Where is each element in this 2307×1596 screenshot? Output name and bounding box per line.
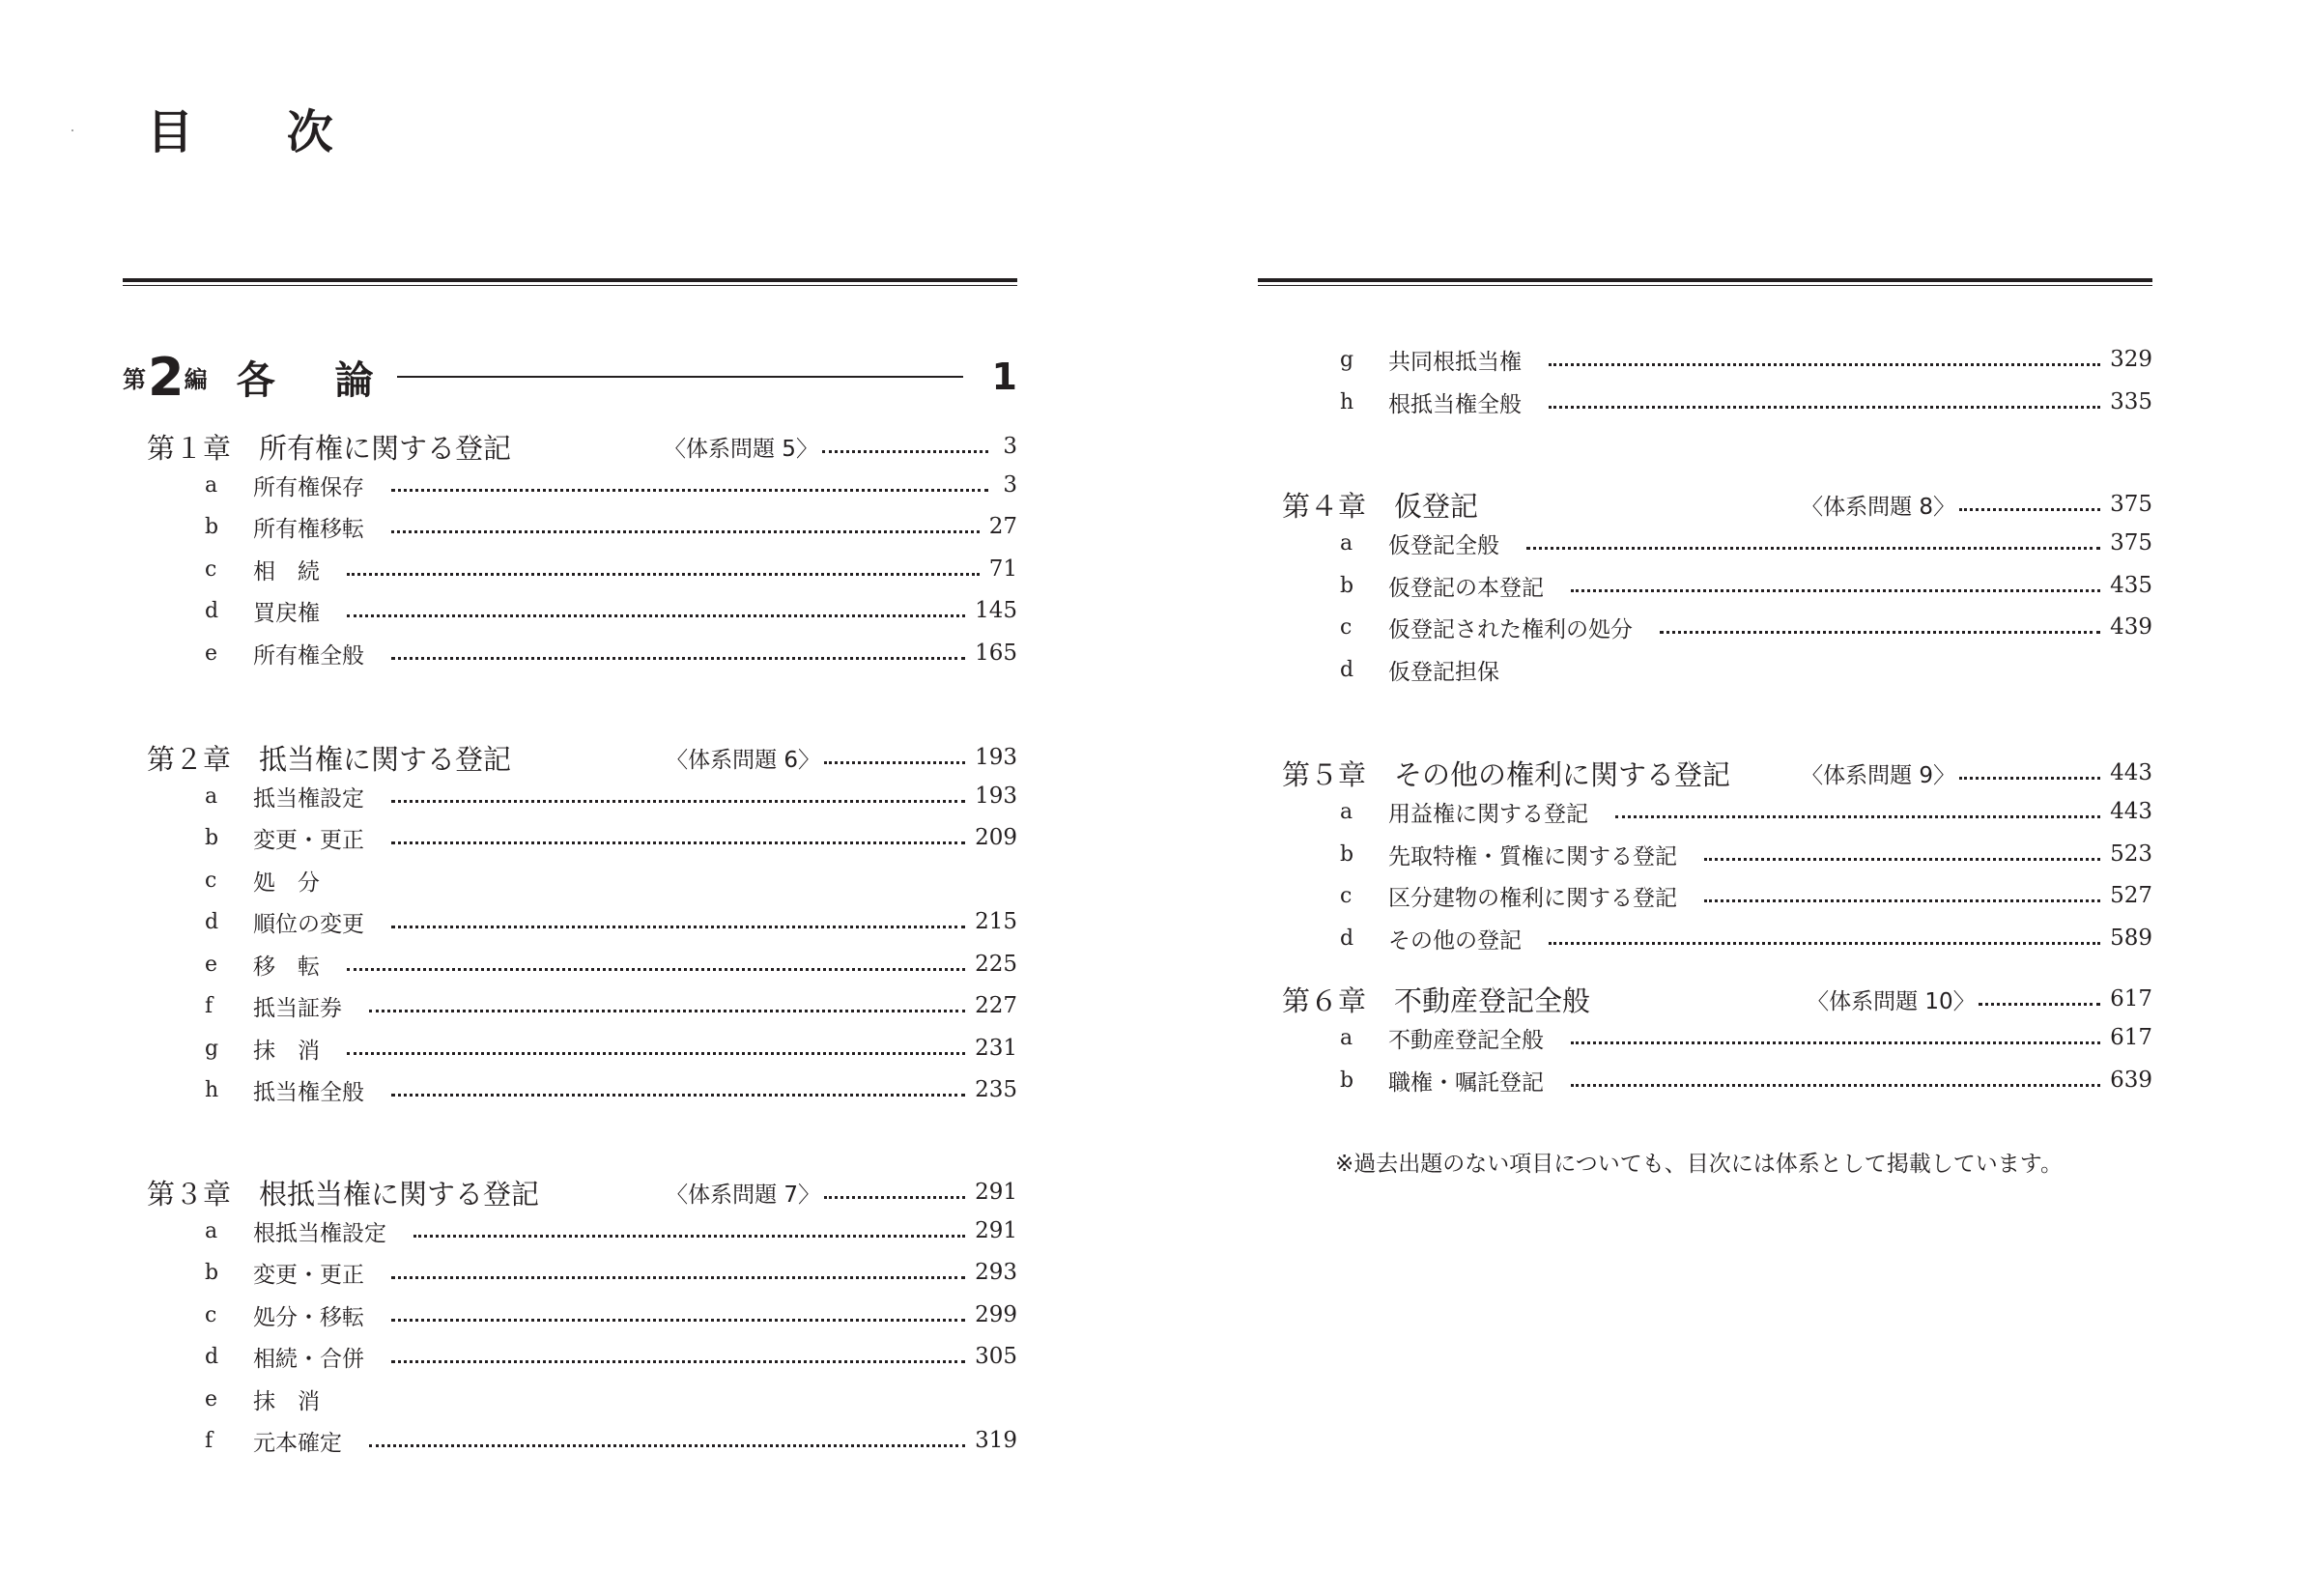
section-letter: f <box>205 1428 214 1453</box>
chapter-page: 375 <box>2110 492 2152 517</box>
section-page: 527 <box>2110 883 2152 908</box>
dot-leader <box>1959 777 2100 780</box>
section-page: 523 <box>2110 841 2152 867</box>
section-letter: a <box>1340 1025 1353 1050</box>
section-letter: g <box>205 1036 219 1061</box>
section-letter: b <box>205 514 219 539</box>
part-title-line <box>397 376 963 378</box>
chapter-1-row[interactable] <box>147 425 1017 468</box>
section-page: 435 <box>2110 573 2152 598</box>
section-letter: e <box>205 641 218 666</box>
section-letter: b <box>1340 841 1354 867</box>
section-letter: b <box>1340 1068 1354 1093</box>
section-letter: c <box>1340 883 1353 908</box>
chapter-page: 291 <box>975 1180 1017 1205</box>
dot-leader <box>1549 406 2100 409</box>
dot-leader <box>822 450 988 453</box>
chapter-title: 第５章 その他の権利に関する登記 <box>1282 757 1731 791</box>
part-title: 各 論 <box>236 357 397 403</box>
section-page: 639 <box>2110 1068 2152 1093</box>
section-row[interactable] <box>205 1423 1017 1458</box>
section-title: 根抵当権設定 <box>253 1220 386 1246</box>
section-letter: h <box>205 1077 219 1102</box>
section-page: 335 <box>2110 389 2152 414</box>
section-title: 順位の変更 <box>253 911 364 937</box>
chapter-3-row[interactable] <box>147 1171 1017 1213</box>
chapter-title: 第２章 抵当権に関する登記 <box>147 742 512 776</box>
section-letter: c <box>205 1302 217 1327</box>
chapter-ref: 〈体系問題 8〉 <box>1801 494 1956 520</box>
dot-leader <box>347 573 980 576</box>
section-title: 仮登記の本登記 <box>1388 575 1544 601</box>
section-letter: a <box>1340 530 1353 556</box>
section-title: 所有権全般 <box>253 642 364 669</box>
section-title: その他の登記 <box>1388 927 1522 954</box>
dot-leader <box>1959 508 2100 511</box>
dot-leader <box>824 1196 965 1199</box>
section-row[interactable] <box>1340 837 2152 871</box>
dot-leader <box>391 657 965 660</box>
dot-leader <box>1704 858 2100 861</box>
top-rule-right <box>1258 278 2152 286</box>
section-letter: d <box>205 909 219 934</box>
section-letter: a <box>1340 799 1353 824</box>
section-letter: a <box>205 784 218 809</box>
section-page: 193 <box>975 784 1017 809</box>
section-title: 抹 消 <box>253 1388 320 1414</box>
section-letter: b <box>205 1260 219 1285</box>
section-row[interactable] <box>1340 385 2152 419</box>
section-page: 145 <box>975 598 1017 623</box>
section-letter: d <box>205 1344 219 1369</box>
dot-leader <box>1979 1003 2100 1006</box>
decorative-dot <box>71 129 73 131</box>
section-page: 443 <box>2110 799 2152 824</box>
section-letter: c <box>1340 614 1353 640</box>
section-page: 375 <box>2110 530 2152 556</box>
chapter-ref: 〈体系問題 10〉 <box>1807 988 1976 1014</box>
section-letter: h <box>1340 389 1354 414</box>
section-row[interactable] <box>205 1031 1017 1066</box>
section-title: 仮登記担保 <box>1388 659 1499 685</box>
section-title: 所有権移転 <box>253 516 364 542</box>
dot-leader <box>391 530 980 533</box>
dot-leader <box>1571 589 2100 592</box>
footnote: ※過去出題のない項目についても、目次には体系として掲載しています。 <box>1335 1152 2063 1177</box>
section-title: 抵当証券 <box>253 995 342 1021</box>
section-row[interactable] <box>1340 652 2152 687</box>
chapter-6-row[interactable] <box>1282 978 2152 1020</box>
section-letter: a <box>205 472 218 498</box>
section-letter: c <box>205 868 217 893</box>
section-row[interactable] <box>205 509 1017 544</box>
section-page: 589 <box>2110 926 2152 951</box>
section-page: 227 <box>975 993 1017 1018</box>
section-title: 用益権に関する登記 <box>1388 801 1588 827</box>
chapter-page: 443 <box>2110 760 2152 785</box>
dot-leader <box>1571 1041 2100 1044</box>
section-page: 439 <box>2110 614 2152 640</box>
part-suffix: 編 <box>184 365 208 393</box>
chapter-ref: 〈体系問題 6〉 <box>666 747 821 773</box>
part-number: 2 <box>148 346 183 408</box>
section-title: 買戻権 <box>253 600 320 626</box>
section-letter: a <box>205 1218 218 1243</box>
section-page: 305 <box>975 1344 1017 1369</box>
section-page: 209 <box>975 825 1017 850</box>
section-title: 職権・嘱託登記 <box>1388 1069 1544 1096</box>
section-letter: d <box>205 598 219 623</box>
dot-leader <box>391 1094 965 1097</box>
dot-leader <box>391 489 988 492</box>
dot-leader <box>391 1319 965 1322</box>
section-page: 291 <box>975 1218 1017 1243</box>
section-row[interactable] <box>205 468 1017 502</box>
section-letter: f <box>205 993 214 1018</box>
section-row[interactable] <box>1340 610 2152 644</box>
section-page: 329 <box>2110 347 2152 372</box>
chapter-2-row[interactable] <box>147 736 1017 779</box>
dot-leader <box>1526 547 2100 550</box>
section-title: 元本確定 <box>253 1430 342 1456</box>
section-row[interactable] <box>205 1213 1017 1248</box>
section-page: 225 <box>975 952 1017 977</box>
section-row[interactable] <box>1340 342 2152 377</box>
section-letter: b <box>1340 573 1354 598</box>
section-page: 71 <box>988 556 1017 582</box>
dot-leader <box>1571 1084 2100 1087</box>
dot-leader <box>347 614 965 617</box>
section-title: 区分建物の権利に関する登記 <box>1388 885 1677 911</box>
page-title: 目 次 <box>147 105 372 159</box>
section-title: 所有権保存 <box>253 474 364 500</box>
dot-leader <box>369 1010 965 1012</box>
section-title: 先取特権・質権に関する登記 <box>1388 843 1677 869</box>
dot-leader <box>369 1444 965 1447</box>
section-row[interactable] <box>205 988 1017 1023</box>
dot-leader <box>1704 899 2100 902</box>
section-row[interactable] <box>1340 878 2152 913</box>
chapter-title: 第６章 不動産登記全般 <box>1282 983 1591 1017</box>
section-row[interactable] <box>1340 526 2152 560</box>
section-row[interactable] <box>205 1072 1017 1107</box>
dot-leader <box>391 1276 965 1279</box>
section-title: 抵当権全般 <box>253 1079 364 1105</box>
section-page: 215 <box>975 909 1017 934</box>
dot-leader <box>1615 815 2100 818</box>
section-row[interactable] <box>205 779 1017 813</box>
section-row[interactable] <box>205 1339 1017 1374</box>
dot-leader <box>1660 631 2100 634</box>
section-letter: c <box>205 556 217 582</box>
part-heading <box>123 348 1017 406</box>
part-page-number: 1 <box>991 356 1017 398</box>
section-letter: e <box>205 1386 218 1411</box>
section-page: 319 <box>975 1428 1017 1453</box>
section-title: 処 分 <box>253 869 320 896</box>
dot-leader <box>391 800 965 803</box>
dot-leader <box>391 1360 965 1363</box>
section-letter: e <box>205 952 218 977</box>
dot-leader <box>347 1052 965 1055</box>
section-row[interactable] <box>205 552 1017 586</box>
section-title: 仮登記された権利の処分 <box>1388 616 1633 642</box>
section-title: 変更・更正 <box>253 827 364 853</box>
section-row[interactable] <box>1340 921 2152 955</box>
dot-leader <box>1549 363 2100 366</box>
section-page: 165 <box>975 641 1017 666</box>
section-title: 処分・移転 <box>253 1304 364 1330</box>
section-row[interactable] <box>205 636 1017 670</box>
section-letter: b <box>205 825 219 850</box>
dot-leader <box>347 968 965 971</box>
section-page: 27 <box>988 514 1017 539</box>
chapter-title: 第３章 根抵当権に関する登記 <box>147 1177 540 1211</box>
section-row[interactable] <box>205 863 1017 898</box>
section-title: 根抵当権全般 <box>1388 391 1522 417</box>
part-prefix: 第 <box>123 365 146 393</box>
section-row[interactable] <box>1340 1020 2152 1055</box>
chapter-4-row[interactable] <box>1282 483 2152 526</box>
chapter-title: 第１章 所有権に関する登記 <box>147 431 512 465</box>
dot-leader <box>824 761 965 764</box>
section-row[interactable] <box>1340 794 2152 829</box>
section-title: 抵当権設定 <box>253 785 364 812</box>
section-letter: d <box>1340 657 1354 682</box>
section-row[interactable] <box>205 593 1017 628</box>
section-row[interactable] <box>1340 1063 2152 1097</box>
section-page: 231 <box>975 1036 1017 1061</box>
section-page: 617 <box>2110 1025 2152 1050</box>
section-title: 不動産登記全般 <box>1388 1027 1544 1053</box>
section-title: 相 続 <box>253 558 320 584</box>
chapter-ref: 〈体系問題 7〉 <box>666 1182 821 1208</box>
section-page: 3 <box>1003 472 1017 498</box>
chapter-page: 3 <box>1003 434 1017 459</box>
top-rule-left <box>123 278 1017 286</box>
chapter-5-row[interactable] <box>1282 752 2152 794</box>
dot-leader <box>413 1235 965 1238</box>
dot-leader <box>391 841 965 844</box>
section-row[interactable] <box>1340 568 2152 603</box>
chapter-page: 617 <box>2110 986 2152 1012</box>
section-title: 抹 消 <box>253 1038 320 1064</box>
section-title: 変更・更正 <box>253 1262 364 1288</box>
section-letter: g <box>1340 347 1354 372</box>
chapter-page: 193 <box>975 745 1017 770</box>
section-page: 235 <box>975 1077 1017 1102</box>
section-row[interactable] <box>205 904 1017 939</box>
section-title: 仮登記全般 <box>1388 532 1499 558</box>
chapter-title: 第４章 仮登記 <box>1282 489 1479 523</box>
section-row[interactable] <box>205 1255 1017 1290</box>
section-title: 移 転 <box>253 954 320 980</box>
section-page: 299 <box>975 1302 1017 1327</box>
section-row[interactable] <box>205 1382 1017 1416</box>
section-letter: d <box>1340 926 1354 951</box>
section-row[interactable] <box>205 820 1017 855</box>
section-title: 共同根抵当権 <box>1388 349 1522 375</box>
dot-leader <box>391 926 965 928</box>
section-row[interactable] <box>205 947 1017 982</box>
dot-leader <box>1549 942 2100 945</box>
chapter-ref: 〈体系問題 5〉 <box>664 436 818 462</box>
section-title: 相続・合併 <box>253 1346 364 1372</box>
section-page: 293 <box>975 1260 1017 1285</box>
chapter-ref: 〈体系問題 9〉 <box>1801 762 1956 788</box>
section-row[interactable] <box>205 1297 1017 1332</box>
